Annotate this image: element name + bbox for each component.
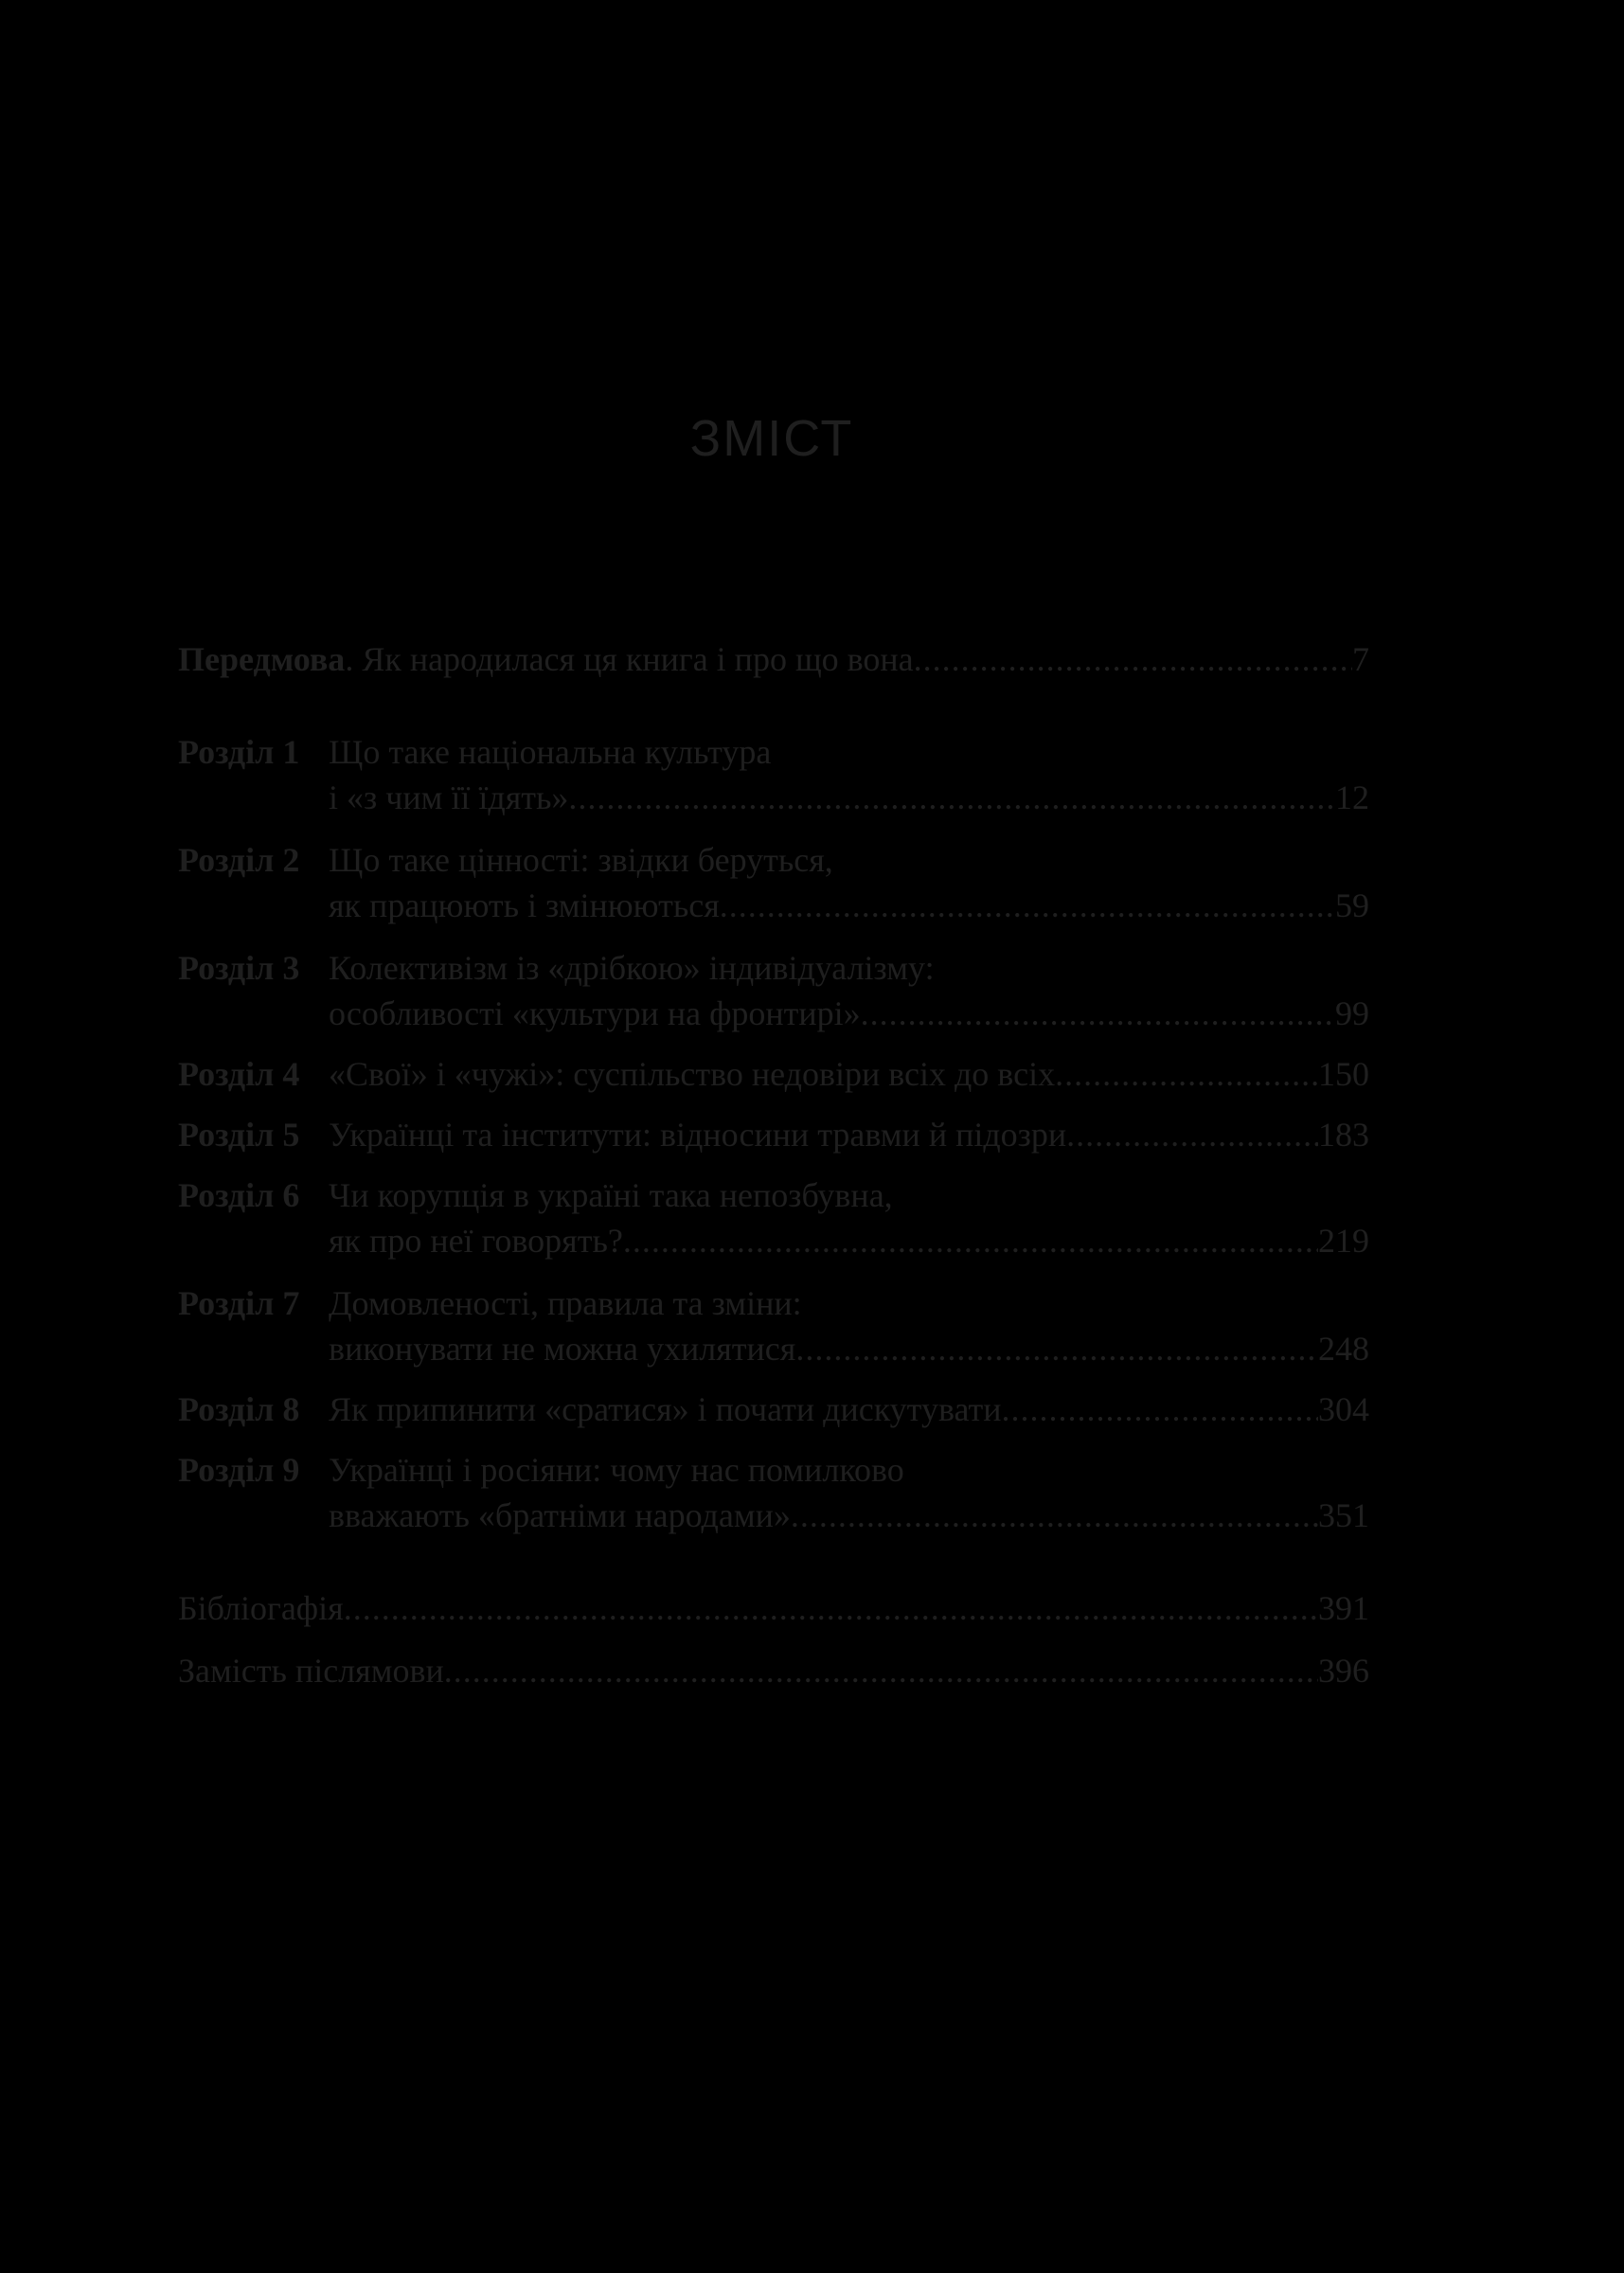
chapter-title-line: Чи корупція в україні така непозбувна,	[329, 1176, 893, 1214]
chapter-title-line: Колективізм із «дрібкою» індивідуалізму:	[329, 949, 935, 987]
chapter-label: Розділ 7	[178, 1284, 300, 1322]
dot-leader	[444, 1648, 1318, 1693]
dot-leader	[861, 991, 1335, 1036]
toc-page-number: 99	[1335, 994, 1369, 1032]
dot-leader	[1055, 1051, 1318, 1097]
dot-leader	[344, 1585, 1318, 1631]
chapter-title-line: Що таке національна культура	[329, 733, 772, 771]
chapter-label: Розділ 1	[178, 733, 300, 771]
toc-page-number: 351	[1318, 1496, 1369, 1534]
toc-entry-chapter-1[interactable]	[178, 729, 1369, 820]
toc-entry-chapter-4[interactable]	[178, 1051, 1369, 1097]
toc-entry-bibliography[interactable]	[178, 1585, 1369, 1631]
toc-page-number: 304	[1318, 1390, 1369, 1428]
chapter-label: Розділ 6	[178, 1176, 300, 1214]
chapter-title-line: особливості «культури на фронтирі»	[329, 994, 861, 1032]
toc-preface-title: . Як народилася ця книга і про що вона	[345, 640, 914, 678]
toc-entry-text	[178, 636, 914, 682]
dot-leader	[914, 636, 1352, 682]
toc-entry-text: Замість післямови	[178, 1652, 444, 1690]
toc-page-number: 12	[1335, 779, 1369, 816]
toc-page-number: 219	[1318, 1222, 1369, 1260]
page-title: ЗМІСТ	[689, 410, 854, 467]
toc-page-number: 150	[1318, 1055, 1369, 1093]
dot-leader	[795, 1326, 1318, 1371]
dot-leader	[791, 1493, 1318, 1538]
chapter-title-line: як про неї говорять?	[329, 1222, 623, 1260]
chapter-title-line: Як припинити «сратися» і почати дискутувати	[329, 1390, 1002, 1428]
chapter-title-line: Українці та інститути: відносини травми й підозри	[329, 1116, 1067, 1154]
chapter-label: Розділ 3	[178, 949, 300, 987]
toc-page-number: 391	[1318, 1589, 1369, 1627]
toc-entry-chapter-6[interactable]	[178, 1172, 1369, 1263]
chapter-label: Розділ 5	[178, 1116, 300, 1154]
toc-entry-afterword[interactable]	[178, 1648, 1369, 1693]
toc-entry-preface[interactable]	[178, 636, 1369, 682]
table-of-contents	[178, 636, 1369, 1693]
chapter-label: Розділ 9	[178, 1451, 300, 1489]
dot-leader	[1002, 1387, 1318, 1432]
toc-page-number: 59	[1335, 886, 1369, 924]
chapter-title-line: і «з чим її їдять»	[329, 779, 569, 816]
toc-entry-text: Бібліогафія	[178, 1589, 344, 1627]
chapter-label: Розділ 2	[178, 841, 300, 879]
chapter-title-line: Українці і росіяни: чому нас помилково	[329, 1451, 904, 1489]
chapter-label: Розділ 4	[178, 1055, 300, 1093]
toc-preface-label: Передмова	[178, 640, 346, 678]
chapter-title-line: Домовленості, правила та зміни:	[329, 1284, 802, 1322]
toc-entry-chapter-3[interactable]	[178, 945, 1369, 1036]
toc-page-number: 248	[1318, 1330, 1369, 1368]
dot-leader	[568, 775, 1335, 820]
toc-entry-chapter-5[interactable]	[178, 1112, 1369, 1157]
toc-page-number: 7	[1352, 640, 1369, 678]
chapter-title-line: Що таке цінності: звідки беруться,	[329, 841, 833, 879]
chapter-title-line: вважають «братніми народами»	[329, 1496, 791, 1534]
toc-entry-chapter-8[interactable]	[178, 1387, 1369, 1432]
toc-page-number: 183	[1318, 1116, 1369, 1154]
chapter-title-line: виконувати не можна ухилятися	[329, 1330, 796, 1368]
chapter-title-line: «Свої» і «чужі»: суспільство недовіри всіх до всіх	[329, 1055, 1056, 1093]
dot-leader	[623, 1218, 1318, 1263]
chapter-title-line: як працюють і змінюються	[329, 886, 720, 924]
toc-entry-chapter-2[interactable]	[178, 837, 1369, 928]
dot-leader	[1066, 1112, 1318, 1157]
dot-leader	[720, 883, 1335, 928]
toc-entry-chapter-9[interactable]	[178, 1447, 1369, 1538]
toc-page-number: 396	[1318, 1652, 1369, 1690]
toc-entry-chapter-7[interactable]	[178, 1280, 1369, 1371]
chapter-label: Розділ 8	[178, 1390, 300, 1428]
